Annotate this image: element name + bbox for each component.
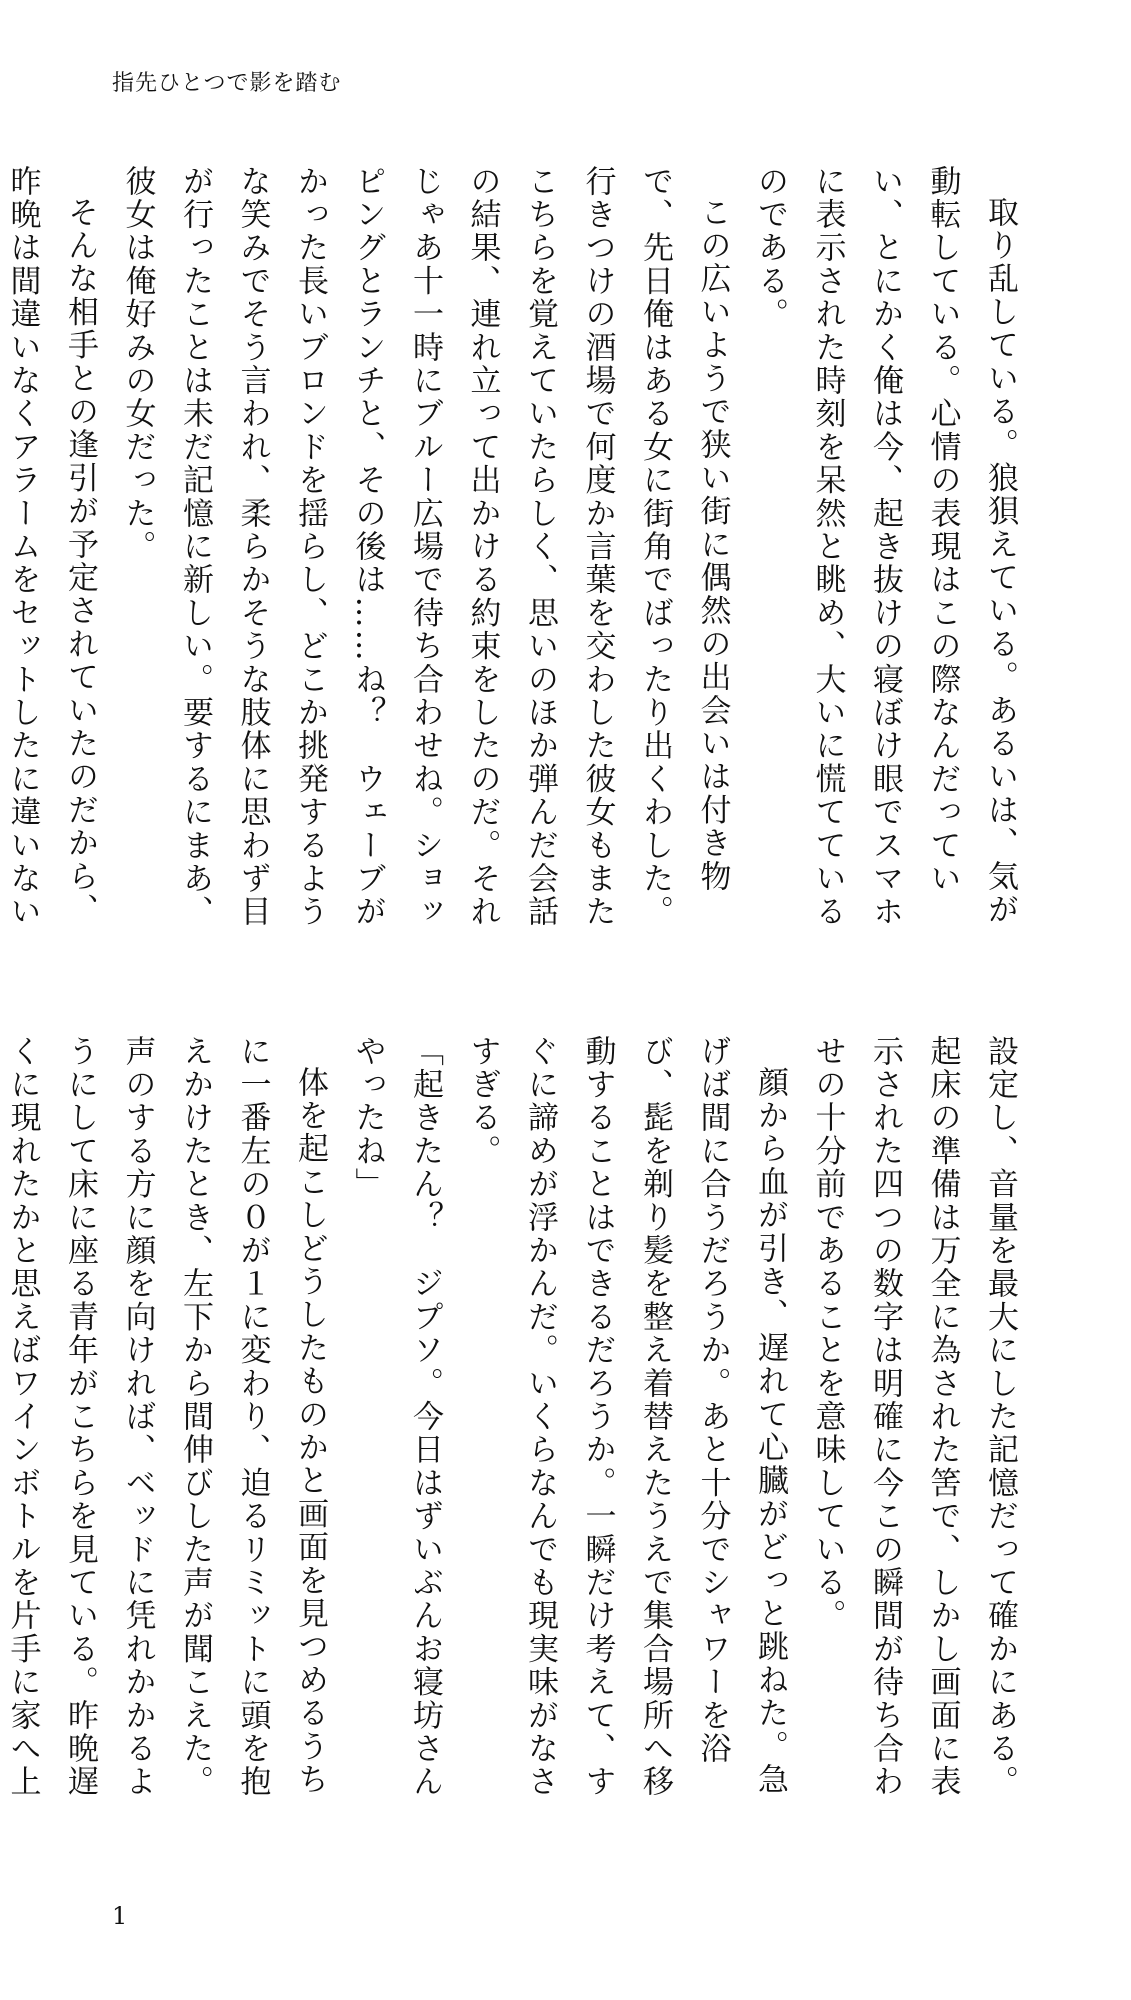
paragraph: 体を起こしどうしたものかと画面を見つめるうちに一番左の０が１に変わり、迫るリミットに頭を抱えかけたとき、左下から間伸びした声が聞こえた。声のする方に顔を向ければ、ベッドに凭れかかるようにして床に座る青年がこちらを見ている。昨晩遅くに現れたかと思えばワインボトルを片手に家へ上 [4,1035,328,1799]
page-number: 1 [112,1902,128,1930]
paragraph: 顔から血が引き、遅れて心臓がどっと跳ねた。急げば間に合うだろうか。あと十分でシャワーを浴び、髭を剃り髪を整え着替えたうえで集合場所へ移動することはできるだろうか。一瞬だけ考えて、すぐに諦めが浮かんだ。いくらなんでも現実味がなさすぎる。 [464,1035,788,1799]
text-block-bottom [4,1035,1028,1825]
paragraph-continued: 設定し、音量を最大にした記憶だって確かにある。起床の準備は万全に為された筈で、しかし画面に表示された四つの数字は明確に今この瞬間が待ち合わせの十分前であることを意味している。 [809,1035,1018,1799]
paragraph: この広いようで狭い街に偶然の出会いは付き物で、先日俺はある女に街角でばったり出くわした。行きつけの酒場で何度か言葉を交わした彼女もまたこちらを覚えていたらしく、思いのほか弾んだ会話の結果、連れ立って出かける約束をしたのだ。それじゃあ十一時にブルー広場で待ち合わせね。ショッピングとランチと、その後は……ね？ ウェーブがかった長いブロンドを揺らし、どこか挑発するような笑みでそう言われ、柔らかそうな肢体に思わず目が行ったことは未だ記憶に新しい。要するにまあ、彼女は俺好みの女だった。 [119,165,731,929]
running-head-title: 指先ひとつで影を踏む [112,71,342,96]
paragraph: 取り乱している。狼狽えている。あるいは、気が動転している。心情の表現はこの際なんだっていい、とにかく俺は今、起き抜けの寝ぼけ眼でスマホに表示された時刻を呆然と眺め、大いに慌てているのである。 [752,165,1018,929]
paragraph: そんな相手との逢引が予定されていたのだから、昨晩は間違いなくアラームをセットしたに違いない [4,165,98,929]
text-block-top [4,165,1028,955]
dialogue-line: 「起きたん？ ジプソ。今日はずいぶんお寝坊さんやったね」 [349,1035,443,1799]
